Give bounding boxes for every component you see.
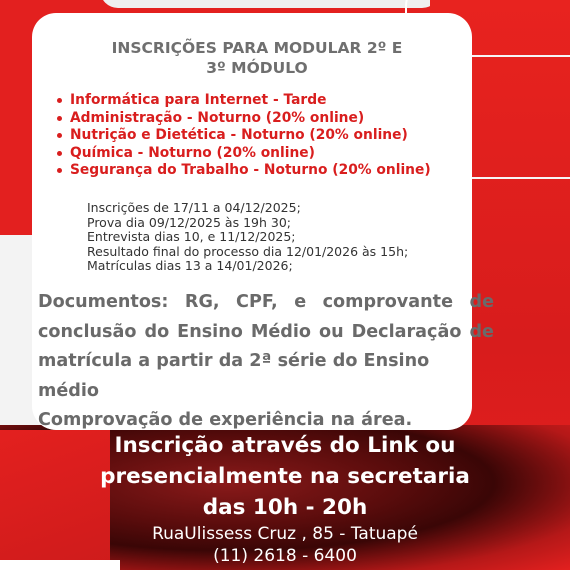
documents-line: matrícula a partir da 2ª série do Ensino médio xyxy=(38,351,430,401)
documents-line: Documentos: RG, CPF, e comprovante de xyxy=(38,292,494,312)
background-pill-top xyxy=(100,0,440,8)
course-label: Segurança do Trabalho - Noturno (20% online) xyxy=(70,162,431,178)
footer-phone: (11) 2618 - 6400 xyxy=(213,546,357,566)
schedule-item: Resultado final do processo dia 12/01/2026 às 15h; xyxy=(87,243,409,259)
footer xyxy=(0,430,570,567)
footer-line-2: presencialmente na secretaria xyxy=(100,464,470,489)
course-list xyxy=(56,92,500,180)
schedule-item: Inscrições de 17/11 a 04/12/2025; xyxy=(87,200,301,215)
schedule-list xyxy=(87,201,467,274)
course-label: Informática para Internet - Tarde xyxy=(70,92,327,108)
bullet-icon xyxy=(57,168,62,173)
course-item xyxy=(70,145,500,163)
schedule-item: Prova dia 09/12/2025 às 19h 30; xyxy=(87,214,291,230)
documents-line: conclusão do Ensino Médio ou Declaração de xyxy=(38,321,494,342)
documents-paragraph xyxy=(38,288,494,436)
title-line-1: INSCRIÇÕES PARA MODULAR 2º E xyxy=(111,39,403,57)
course-item xyxy=(70,92,500,110)
course-label: Administração - Noturno (20% online) xyxy=(70,109,365,126)
documents-line: Comprovação de experiência na área. xyxy=(38,410,413,430)
page-title xyxy=(72,38,442,78)
bullet-icon xyxy=(57,98,62,103)
course-label: Química - Noturno (20% online) xyxy=(70,144,315,161)
bullet-icon xyxy=(57,151,62,156)
bullet-icon xyxy=(57,133,62,138)
title-line-2: 3º MÓDULO xyxy=(206,59,308,77)
bullet-icon xyxy=(57,116,62,121)
course-item xyxy=(70,162,500,180)
footer-address: RuaUlissess Cruz , 85 - Tatuapé xyxy=(152,524,418,544)
schedule-item: Matrículas dias 13 a 14/01/2026; xyxy=(87,258,293,274)
course-label: Nutrição e Dietética - Noturno (20% online) xyxy=(70,127,408,143)
course-item xyxy=(70,127,500,145)
footer-hours: das 10h - 20h xyxy=(202,495,368,520)
footer-line-1: Inscrição através do Link ou xyxy=(114,433,456,458)
course-item xyxy=(70,110,500,128)
schedule-item: Entrevista dias 10, e 11/12/2025; xyxy=(87,229,296,245)
